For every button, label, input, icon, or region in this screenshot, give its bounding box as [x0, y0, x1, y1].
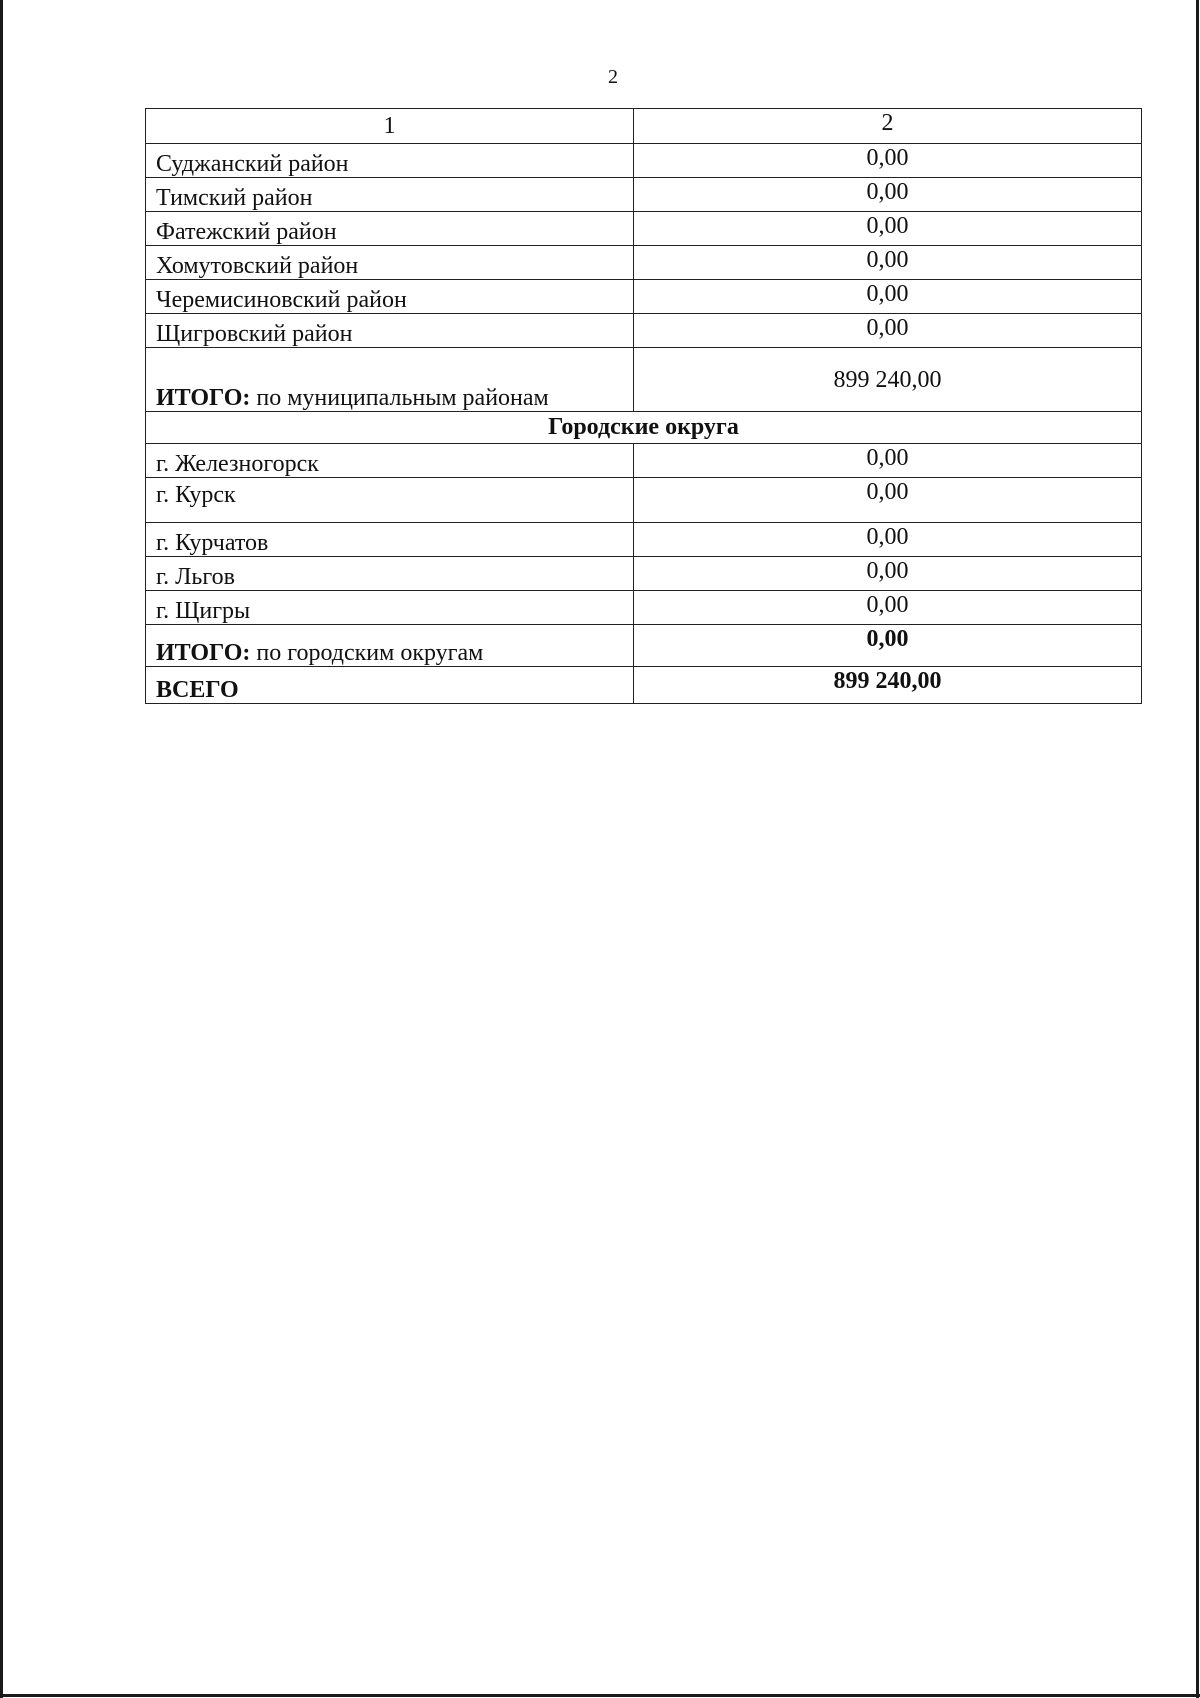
table-row	[146, 557, 1142, 591]
table-row	[146, 444, 1142, 478]
total-label-rest: по муниципальным районам	[250, 384, 549, 411]
row-name: Суджанский район	[146, 144, 634, 178]
table-header-row	[146, 109, 1142, 144]
cities-total-label	[146, 625, 634, 667]
section-header-row	[146, 412, 1142, 444]
districts-total-value: 899 240,00	[634, 348, 1142, 412]
row-name: г. Льгов	[146, 557, 634, 591]
section-title: Городские округа	[146, 412, 1142, 444]
page-number: 2	[608, 66, 618, 88]
grand-total-label: ВСЕГО	[146, 667, 634, 704]
cities-total-row	[146, 625, 1142, 667]
table-row	[146, 178, 1142, 212]
districts-total-row	[146, 348, 1142, 412]
row-value: 0,00	[634, 591, 1142, 625]
total-label-bold: ИТОГО:	[156, 639, 251, 666]
scan-edge-bottom	[0, 1694, 1200, 1697]
table-row	[146, 144, 1142, 178]
row-value: 0,00	[634, 178, 1142, 212]
row-value: 0,00	[634, 280, 1142, 314]
row-name: г. Щигры	[146, 591, 634, 625]
row-value: 0,00	[634, 523, 1142, 557]
table-row	[146, 212, 1142, 246]
row-value: 0,00	[634, 212, 1142, 246]
scan-edge-left	[0, 0, 3, 1698]
table-row	[146, 314, 1142, 348]
total-label-bold: ИТОГО:	[156, 384, 251, 411]
row-value: 0,00	[634, 246, 1142, 280]
row-value: 0,00	[634, 144, 1142, 178]
table-row	[146, 478, 1142, 523]
table-row	[146, 523, 1142, 557]
column-header-2: 2	[634, 109, 1142, 144]
column-header-1: 1	[146, 109, 634, 144]
scan-edge-right	[1196, 0, 1199, 1698]
table-row	[146, 591, 1142, 625]
row-value: 0,00	[634, 478, 1142, 523]
row-name: Щигровский район	[146, 314, 634, 348]
table-row	[146, 280, 1142, 314]
cities-total-value: 0,00	[634, 625, 1142, 667]
row-value: 0,00	[634, 557, 1142, 591]
row-name: г. Курчатов	[146, 523, 634, 557]
grand-total-row	[146, 667, 1142, 704]
row-value: 0,00	[634, 444, 1142, 478]
grand-total-value: 899 240,00	[634, 667, 1142, 704]
table-row	[146, 246, 1142, 280]
allocation-table	[145, 108, 1142, 704]
total-label-rest: по городским округам	[250, 639, 484, 666]
row-name: Черемисиновский район	[146, 280, 634, 314]
row-name: Фатежский район	[146, 212, 634, 246]
row-name: г. Курск	[146, 478, 634, 523]
row-name: Хомутовский район	[146, 246, 634, 280]
row-value: 0,00	[634, 314, 1142, 348]
districts-total-label	[146, 348, 634, 412]
row-name: Тимский район	[146, 178, 634, 212]
row-name: г. Железногорск	[146, 444, 634, 478]
